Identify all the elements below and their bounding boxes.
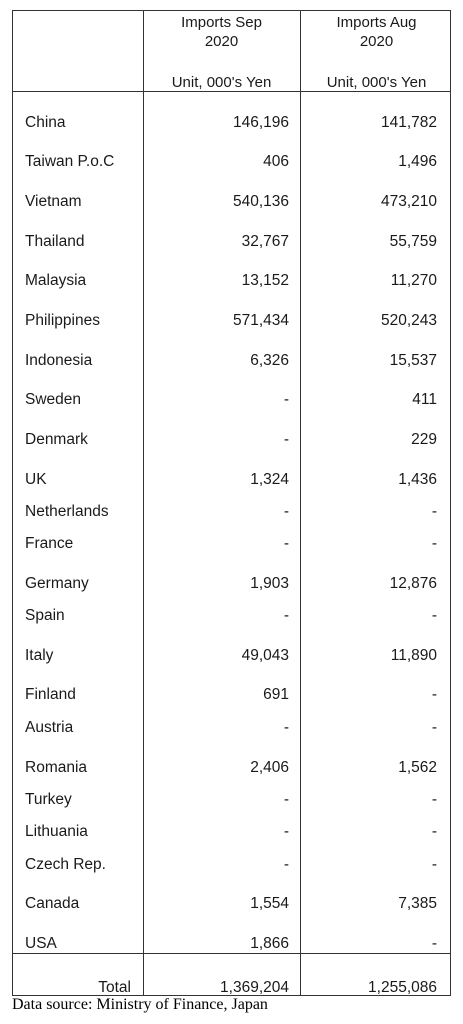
imports-sep-value: 1,324 (250, 471, 289, 488)
imports-sep-value: 540,136 (232, 193, 289, 210)
imports-sep-value: - (283, 791, 289, 808)
imports-aug-value: 11,270 (390, 272, 437, 289)
imports-sep-value: 6,326 (250, 352, 289, 369)
country-name: Denmark (25, 431, 88, 448)
country-name: Netherlands (25, 503, 109, 520)
country-name: UK (25, 471, 47, 488)
imports-sep-value: 1,903 (250, 575, 289, 592)
imports-aug-value: - (431, 823, 437, 840)
imports-sep-value: - (283, 607, 289, 624)
imports-sep-value: - (283, 719, 289, 736)
unit-label-sep: Unit, 000's Yen (171, 74, 272, 91)
imports-aug-value: - (431, 686, 437, 703)
imports-sep-value: 32,767 (241, 233, 289, 250)
total-aug: 1,255,086 (368, 979, 437, 996)
imports-table (12, 10, 451, 996)
country-name: USA (25, 935, 57, 952)
imports-sep-value: 571,434 (232, 312, 289, 329)
imports-aug-value: 12,876 (389, 575, 437, 592)
data-source-note: Data source: Ministry of Finance, Japan (12, 996, 268, 1013)
imports-aug-value: 1,436 (398, 471, 437, 488)
imports-sep-value: 146,196 (232, 114, 289, 131)
imports-sep-value: - (283, 503, 289, 520)
country-name: Austria (25, 719, 74, 736)
header-imports-aug: Imports Aug 2020 (336, 14, 417, 50)
imports-sep-value: - (283, 535, 289, 552)
country-name: Canada (25, 895, 80, 912)
imports-sep-value: 406 (263, 153, 289, 170)
country-name: Finland (25, 686, 76, 703)
imports-sep-value: 1,554 (250, 895, 289, 912)
total-sep: 1,369,204 (220, 979, 289, 996)
imports-aug-value: - (431, 856, 437, 873)
imports-aug-value: - (431, 791, 437, 808)
imports-sep-value: 1,866 (250, 935, 289, 952)
country-name: Czech Rep. (25, 856, 106, 873)
imports-sep-value: 2,406 (250, 759, 289, 776)
imports-aug-value: 411 (412, 391, 437, 408)
imports-aug-value: 520,243 (380, 312, 437, 329)
country-name: Vietnam (25, 193, 82, 210)
imports-aug-value: 11,890 (390, 647, 437, 664)
imports-aug-value: 1,496 (398, 153, 437, 170)
imports-aug-value: 55,759 (389, 233, 437, 250)
country-name: Italy (25, 647, 54, 664)
imports-aug-value: 229 (411, 431, 437, 448)
country-name: Taiwan P.o.C (25, 153, 115, 170)
country-name: Romania (25, 759, 88, 776)
country-name: Lithuania (25, 823, 88, 840)
imports-sep-value: - (283, 823, 289, 840)
column-divider (300, 11, 301, 995)
imports-sep-value: - (283, 391, 289, 408)
imports-sep-value: - (283, 856, 289, 873)
country-name: Germany (25, 575, 89, 592)
country-name: Malaysia (25, 272, 87, 289)
total-label: Total (98, 979, 131, 996)
country-name: Thailand (25, 233, 85, 250)
imports-aug-value: 15,537 (389, 352, 437, 369)
imports-sep-value: - (283, 431, 289, 448)
country-name: Turkey (25, 791, 72, 808)
country-name: Indonesia (25, 352, 93, 369)
imports-aug-value: 1,562 (398, 759, 437, 776)
country-name: France (25, 535, 74, 552)
imports-sep-value: 49,043 (241, 647, 289, 664)
imports-aug-value: - (431, 503, 437, 520)
country-name: China (25, 114, 66, 131)
imports-aug-value: 141,782 (380, 114, 437, 131)
imports-aug-value: 7,385 (398, 895, 437, 912)
imports-sep-value: 691 (263, 686, 289, 703)
country-name: Philippines (25, 312, 100, 329)
imports-aug-value: - (431, 935, 437, 952)
total-divider (13, 953, 450, 954)
imports-aug-value: - (431, 719, 437, 736)
imports-aug-value: 473,210 (380, 193, 437, 210)
country-name: Spain (25, 607, 65, 624)
header-imports-sep: Imports Sep 2020 (181, 14, 262, 50)
imports-aug-value: - (431, 535, 437, 552)
imports-aug-value: - (431, 607, 437, 624)
column-divider (143, 11, 144, 995)
country-name: Sweden (25, 391, 82, 408)
imports-sep-value: 13,152 (241, 272, 289, 289)
unit-label-aug: Unit, 000's Yen (326, 74, 427, 91)
